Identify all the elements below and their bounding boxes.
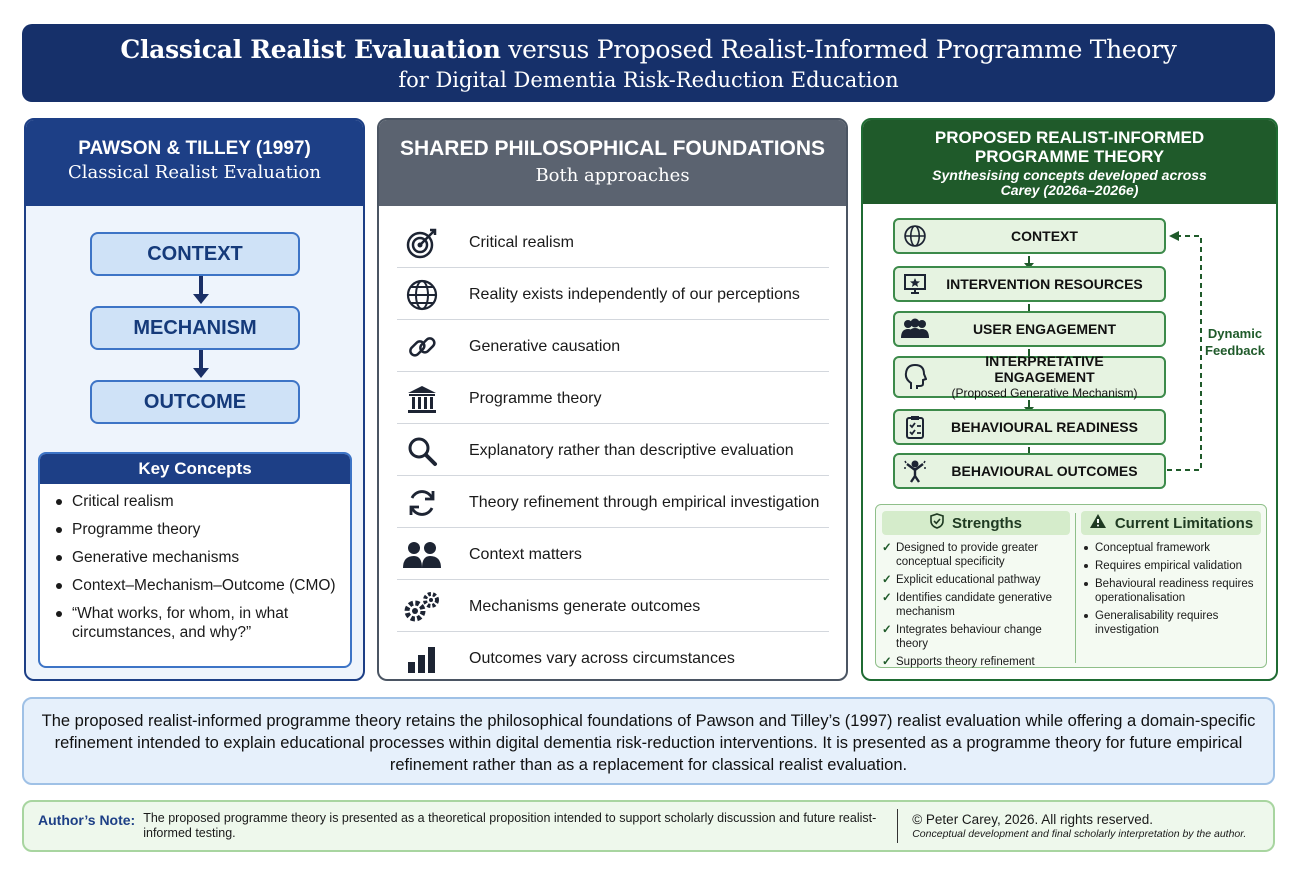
limitations-column xyxy=(1081,511,1261,641)
note-label: Author’s Note: xyxy=(38,812,136,828)
flow-arrow xyxy=(1028,256,1030,264)
flow-sublabel: (Proposed Generative Mechanism) xyxy=(951,386,1138,400)
gears-icon xyxy=(397,587,447,627)
column-divider xyxy=(1075,513,1076,663)
proposed-subtitle: Synthesising concepts developed across Carey (2026a–2026e) xyxy=(932,167,1207,198)
classical-title: PAWSON & TILLEY (1997) xyxy=(78,138,311,159)
shared-item xyxy=(397,270,829,320)
key-concepts-box xyxy=(38,452,352,668)
shared-item xyxy=(397,322,829,372)
shared-item-text: Theory refinement through empirical investigation xyxy=(469,493,820,511)
classical-header xyxy=(26,120,363,206)
key-concept-item: “What works, for whom, in what circumstances, and why?” xyxy=(54,604,350,642)
shared-item-text: Reality exists independently of our perceptions xyxy=(469,285,800,303)
link-icon xyxy=(397,327,447,367)
main-subtitle: for Digital Dementia Risk-Reduction Education xyxy=(398,68,899,92)
cmo-mechanism: MECHANISM xyxy=(90,306,300,350)
strengths-limitations-box xyxy=(875,504,1267,668)
limitation-item: Conceptual framework xyxy=(1081,541,1261,555)
dynamic-feedback-label: Dynamic Feedback xyxy=(1205,326,1265,358)
shared-item-text: Critical realism xyxy=(469,233,574,251)
shared-item-text: Mechanisms generate outcomes xyxy=(469,597,701,615)
shared-title: SHARED PHILOSOPHICAL FOUNDATIONS xyxy=(399,137,826,160)
limitation-item: Requires empirical validation xyxy=(1081,559,1261,573)
shield-check-icon xyxy=(930,513,944,533)
limitation-item: Behavioural readiness requires operationalisation xyxy=(1081,577,1261,605)
proposed-panel xyxy=(861,118,1278,681)
institution-icon xyxy=(397,379,447,419)
key-concept-item: Programme theory xyxy=(54,520,350,539)
flow-user-engagement xyxy=(893,311,1166,347)
proposed-title: PROPOSED REALIST-INFORMED PROGRAMME THEORY xyxy=(934,128,1205,166)
shared-item-text: Explanatory rather than descriptive evaluation xyxy=(469,441,794,459)
header-banner xyxy=(22,24,1275,102)
flow-arrow xyxy=(1028,400,1030,408)
shared-item xyxy=(397,478,829,528)
shared-item xyxy=(397,634,829,681)
key-concept-item: Context–Mechanism–Outcome (CMO) xyxy=(54,576,350,595)
flow-label: BEHAVIOURAL READINESS xyxy=(951,419,1138,435)
key-concepts-title: Key Concepts xyxy=(40,454,350,484)
shared-panel xyxy=(377,118,848,681)
shared-item xyxy=(397,426,829,476)
main-title: Classical Realist Evaluation versus Proposed Realist-Informed Programme Theory xyxy=(120,35,1177,64)
classical-subtitle: Classical Realist Evaluation xyxy=(68,162,321,183)
cmo-outcome: OUTCOME xyxy=(90,380,300,424)
strength-item: ✓ Identifies candidate generative mechanism xyxy=(882,591,1070,619)
shared-subtitle: Both approaches xyxy=(535,165,690,186)
monitor-star-icon xyxy=(895,273,935,295)
cmo-context: CONTEXT xyxy=(90,232,300,276)
shared-item xyxy=(397,374,829,424)
strength-item: ✓ Explicit educational pathway xyxy=(882,573,1070,587)
magnifier-icon xyxy=(397,431,447,471)
shared-item xyxy=(397,218,829,268)
group-icon xyxy=(895,318,935,340)
clipboard-icon xyxy=(895,415,935,439)
copyright: © Peter Carey, 2026. All rights reserved. Conceptual development and final scholarly interpretation by the author. xyxy=(912,811,1247,840)
limitations-heading: Current Limitations xyxy=(1081,511,1261,535)
shared-header xyxy=(379,120,846,206)
strengths-heading: Strengths xyxy=(882,511,1070,535)
key-concept-item: Critical realism xyxy=(54,492,350,511)
target-icon xyxy=(397,223,447,263)
head-icon xyxy=(895,363,935,391)
shared-item-text: Outcomes vary across circumstances xyxy=(469,650,735,667)
flow-behavioural-outcomes xyxy=(893,453,1166,489)
refresh-icon xyxy=(397,483,447,523)
achievement-icon xyxy=(895,459,935,483)
shared-item-text: Context matters xyxy=(469,545,582,563)
shared-item-text: Generative causation xyxy=(469,337,621,355)
flow-context xyxy=(893,218,1166,254)
cmo-arrow xyxy=(199,276,203,296)
flow-interpretative-engagement xyxy=(893,353,1166,400)
limitation-item: Generalisability requires investigation xyxy=(1081,609,1261,637)
bar-chart-icon xyxy=(397,639,447,679)
shared-item-text: Programme theory xyxy=(469,389,602,407)
cmo-arrow xyxy=(199,350,203,370)
shared-item xyxy=(397,530,829,580)
strength-item: ✓ Integrates behaviour change theory xyxy=(882,623,1070,651)
flow-label: USER ENGAGEMENT xyxy=(972,321,1117,337)
summary-box: The proposed realist-informed programme theory retains the philosophical foundations of Pawson and Tilley’s (1997) realist evaluation while offering a domain-specific refinement intended to explain educational processes within digital dementia risk-reduction interventions. It is presented as a programme theory for future empirical refinement rather than as a replacement for classical realist evaluation. xyxy=(22,697,1275,785)
warning-icon xyxy=(1089,513,1107,533)
strength-item: ✓ Supports theory refinement xyxy=(882,655,1070,669)
flow-label: INTERPRETATIVE ENGAGEMENT (Proposed Generative Mechanism) xyxy=(935,353,1164,401)
strengths-column xyxy=(882,511,1070,673)
flow-label: CONTEXT xyxy=(1011,228,1078,244)
credit-line: Conceptual development and final scholarly interpretation by the author. xyxy=(912,827,1247,840)
flow-label: INTERVENTION RESOURCES xyxy=(946,276,1143,292)
globe-icon xyxy=(895,224,935,248)
flow-behavioural-readiness xyxy=(893,409,1166,445)
authors-note xyxy=(22,800,1275,852)
strength-item: ✓ Designed to provide greater conceptual specificity xyxy=(882,541,1070,569)
shared-item xyxy=(397,582,829,632)
proposed-header xyxy=(863,120,1276,204)
people-icon xyxy=(397,535,447,575)
note-text: The proposed programme theory is presented as a theoretical proposition intended to support scholarly discussion and future realist-informed testing. xyxy=(143,811,877,840)
globe-icon xyxy=(397,275,447,315)
classical-panel xyxy=(24,118,365,681)
flow-intervention-resources xyxy=(893,266,1166,302)
flow-label: BEHAVIOURAL OUTCOMES xyxy=(951,463,1138,479)
note-divider xyxy=(897,809,898,843)
key-concept-item: Generative mechanisms xyxy=(54,548,350,567)
